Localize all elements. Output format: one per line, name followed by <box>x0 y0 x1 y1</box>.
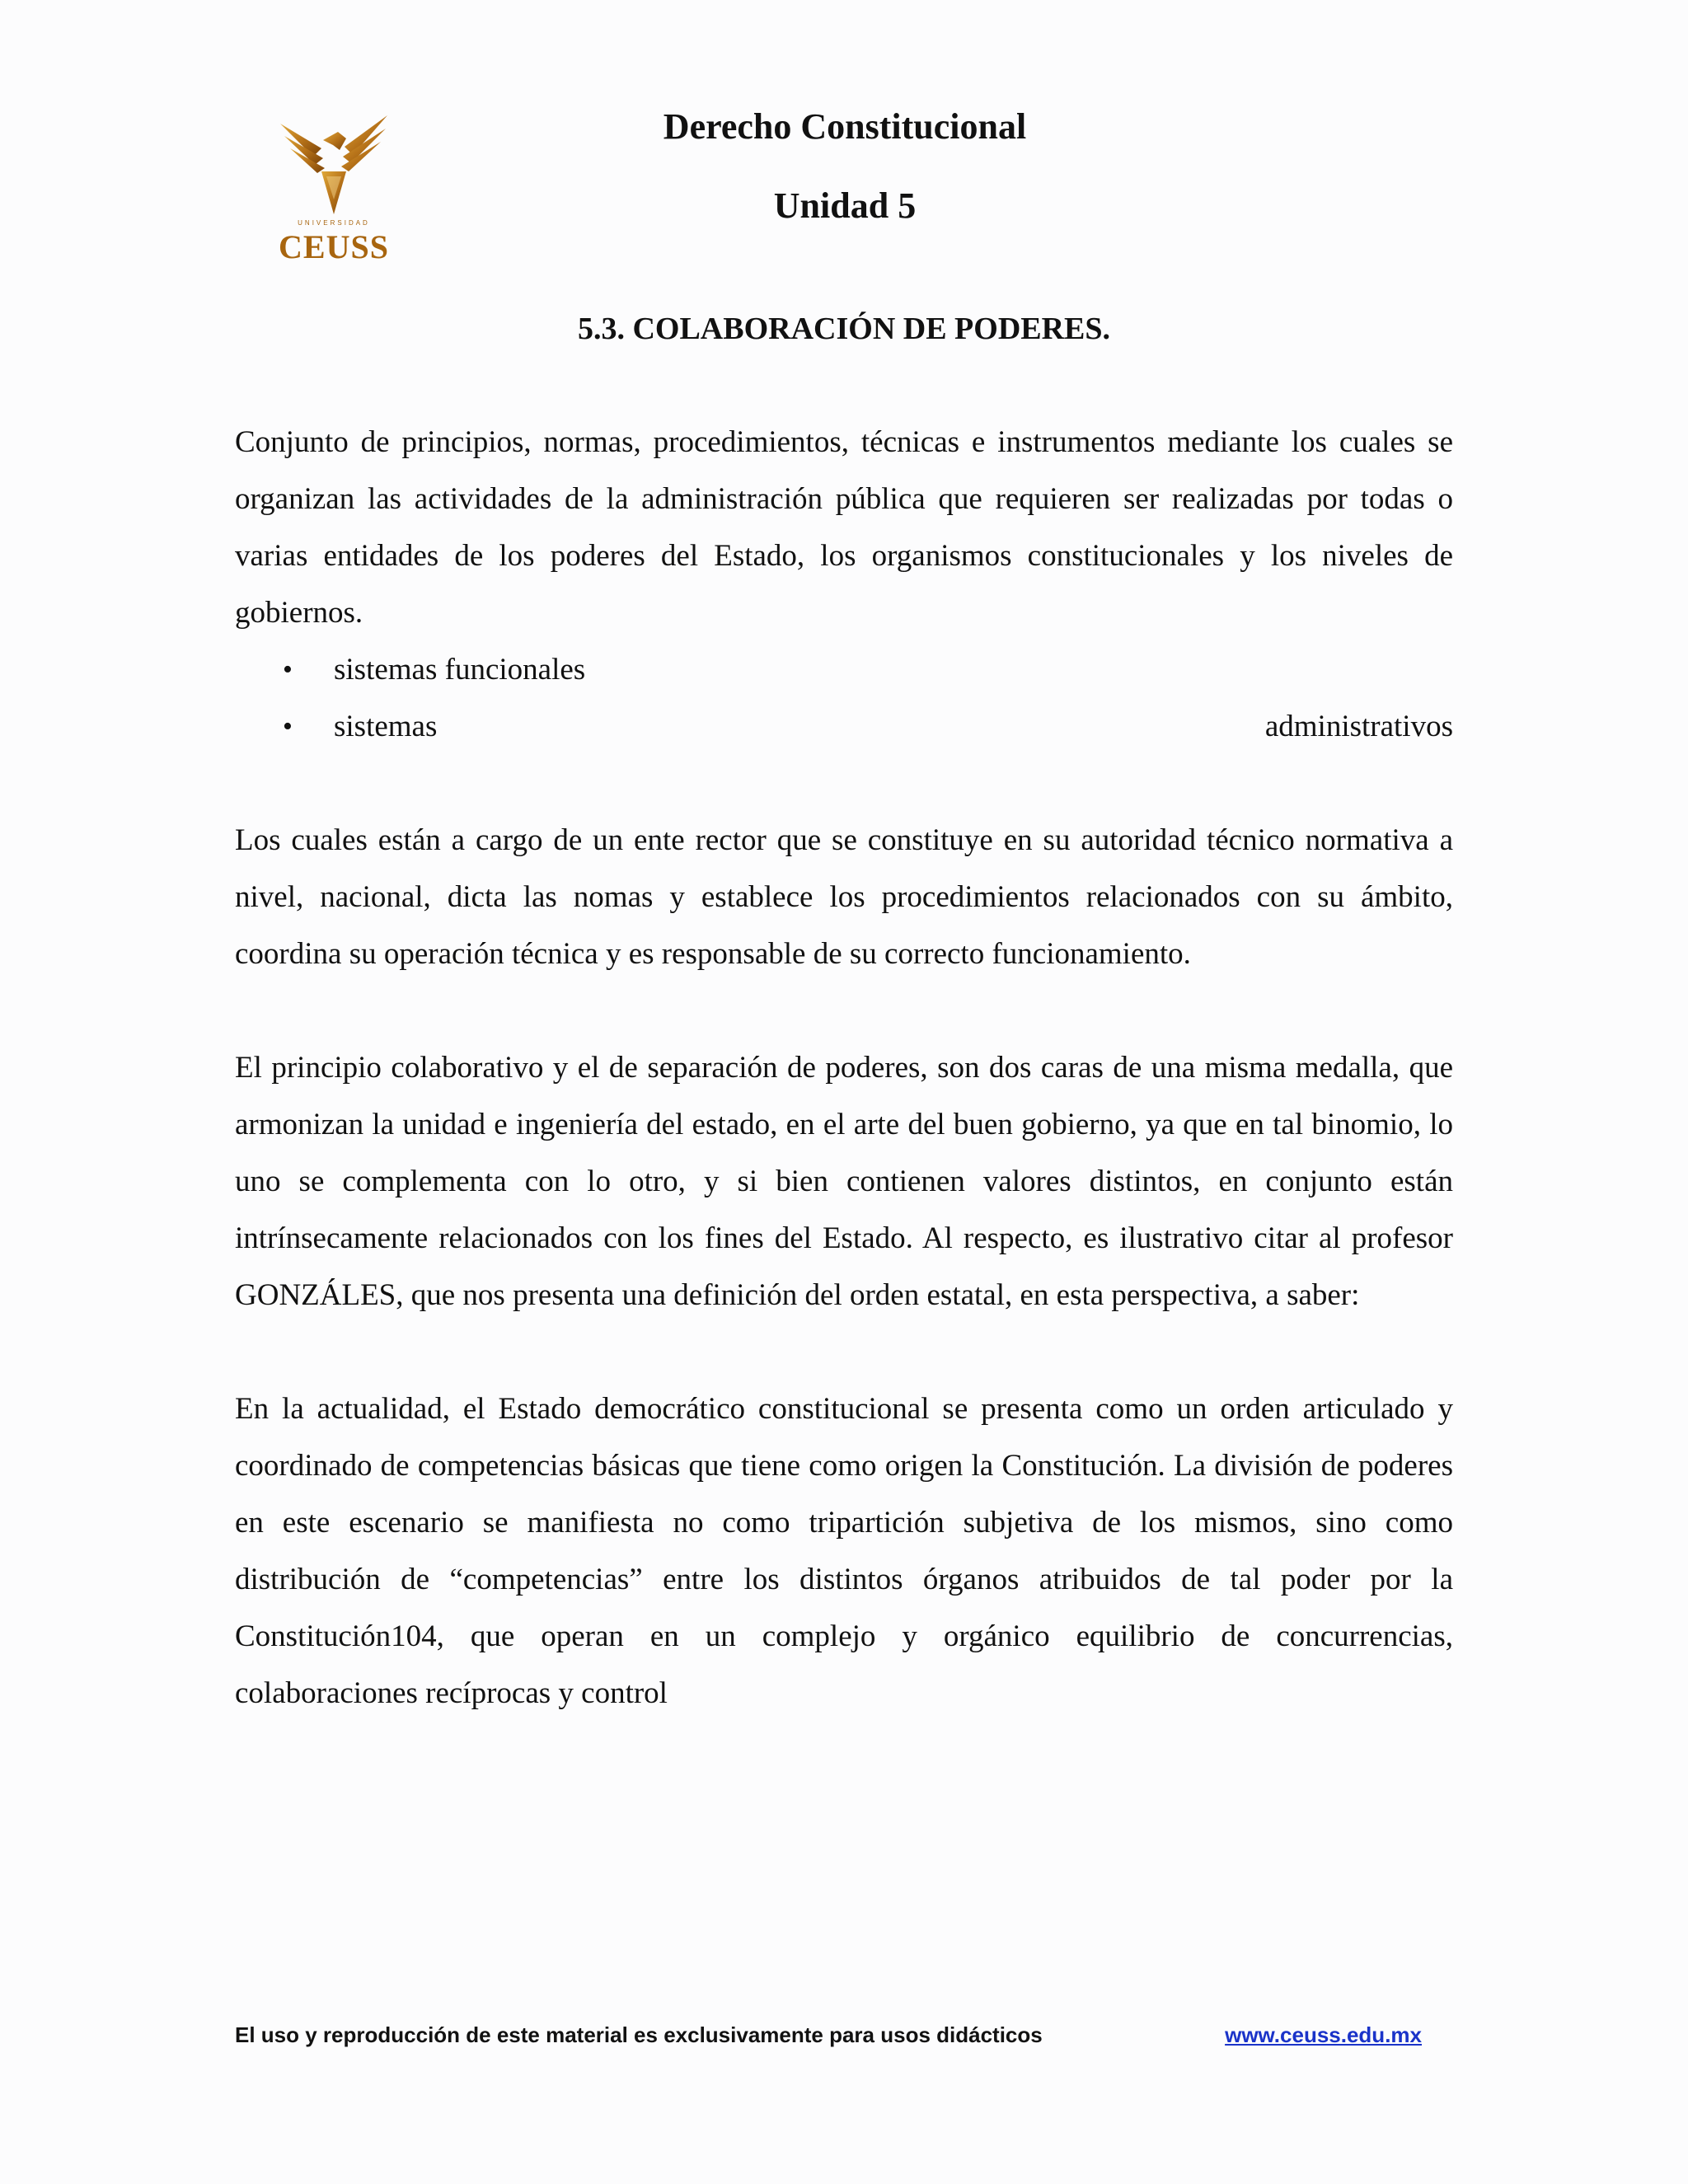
list-item-text: sistemas <box>334 710 438 743</box>
logo-university-text: UNIVERSIDAD <box>298 219 370 227</box>
paragraph-ente-rector: Los cuales están a cargo de un ente rector que se constituye en su autoridad técnico normativa a nivel, nacional, dicta las nomas y establece los procedimientos relacionados con su ámbito, coordina su operación técnica y es responsable de su correcto funcionamiento. <box>235 823 1453 971</box>
list-item <box>235 698 1453 755</box>
list-item-text-right: administrativos <box>1264 710 1453 743</box>
section-title: 5.3. COLABORACIÓN DE PODERES. <box>577 312 1111 346</box>
course-title: Derecho Constitucional <box>663 106 1027 147</box>
ceuss-eagle-logo-icon <box>272 107 396 223</box>
list-item <box>235 641 1453 698</box>
unit-title: Unidad 5 <box>773 185 917 226</box>
logo-name: CEUSS <box>279 228 389 265</box>
bullet-icon: • <box>283 711 293 742</box>
ceuss-logo <box>272 107 396 272</box>
paragraph-principio-colaborativo: El principio colaborativo y el de separación de poderes, son dos caras de una misma medalla, que armonizan la unidad e ingeniería del estado, en el arte del buen gobierno, ya que en tal binomio, lo uno se complementa con lo otro, y si bien contienen valores distintos, en conjunto están intrínsecamente relacionados con los fines del Estado. Al respecto, es ilustrativo citar al profesor GONZÁLES, que nos presenta una definición del orden estatal, en esta perspectiva, a saber: <box>235 1051 1453 1312</box>
bullet-icon: • <box>283 654 293 685</box>
footer-website-link[interactable]: www.ceuss.edu.mx <box>1225 2022 1422 2047</box>
list-item-text: sistemas funcionales <box>334 653 586 687</box>
footer-note: El uso y reproducción de este material es exclusivamente para usos didácticos <box>235 2022 1043 2047</box>
paragraph-definition: Conjunto de principios, normas, procedimientos, técnicas e instrumentos mediante los cuales se organizan las actividades de la administración pública que requieren ser realizadas por todas o varias entidades de los poderes del Estado, los organismos constitucionales y los niveles de gobiernos. <box>235 425 1453 630</box>
document-body <box>235 414 1453 1722</box>
paragraph-estado-democratico: En la actualidad, el Estado democrático constitucional se presenta como un orden articulado y coordinado de competencias básicas que tiene como origen la Constitución. La división de poderes en este escenario se manifiesta no como tripartición subjetiva de los mismos, sino como distribución de “competencias” entre los distintos órganos atribuidos de tal poder por la Constitución104, que operan en un complejo y orgánico equilibrio de concurrencias, colaboraciones recíprocas y control <box>235 1392 1453 1710</box>
systems-list <box>235 641 1453 755</box>
